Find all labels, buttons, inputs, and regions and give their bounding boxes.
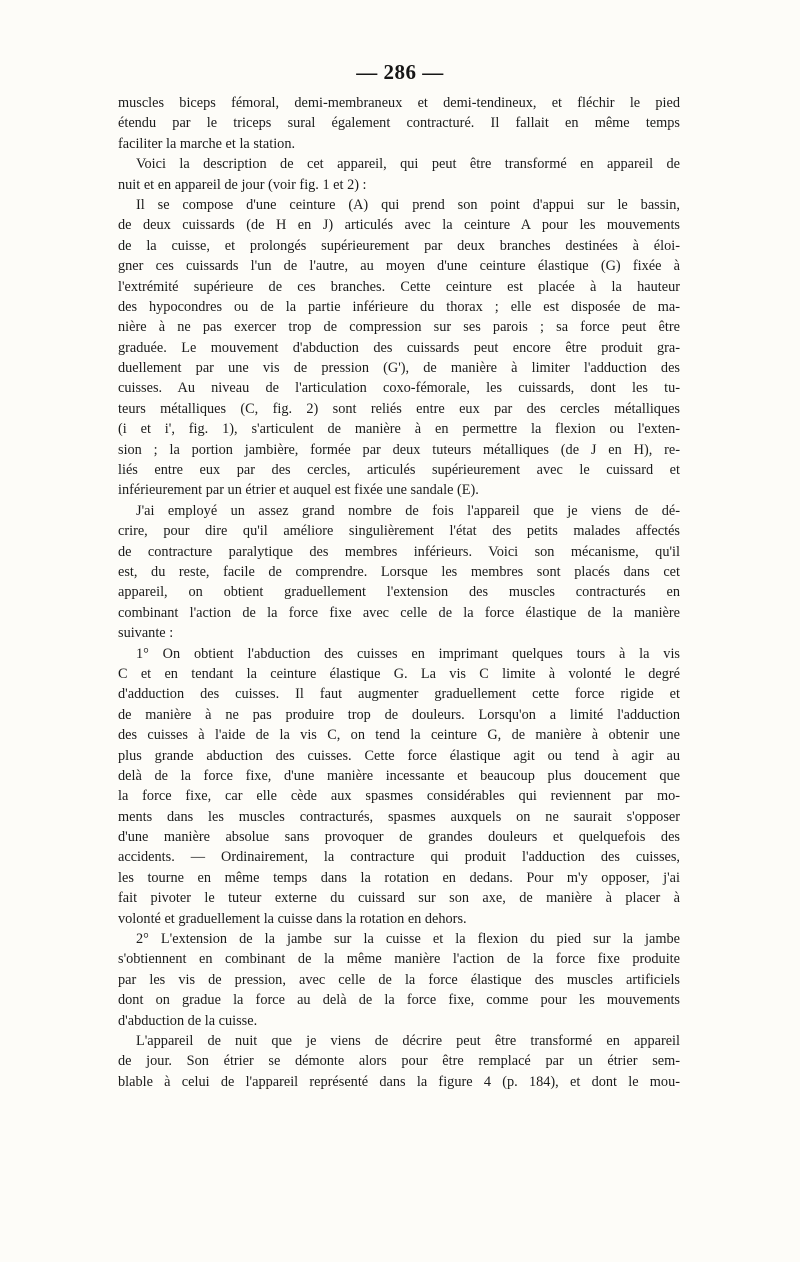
text-line: d'abduction de la cuisse. [118,1012,258,1029]
text-line: de manière à ne pas produire trop de douleurs. Lorsqu'on a limité l'adduction [118,706,680,723]
text-line: volonté et graduellement la cuisse dans la rotation en dehors. [118,910,467,927]
text-line: faciliter la marche et la station. [118,135,296,152]
text-line: de contracture paralytique des membres inférieurs. Voici son mécanisme, qu'il [118,543,680,560]
text-line: est, du reste, facile de comprendre. Lorsque les membres sont placés dans cet [118,563,680,580]
text-line: crire, pour dire qu'il améliore singulièrement l'état des petits malades affectés [118,523,680,540]
text-line: plus grande abduction des cuisses. Cette force élastique agit ou tend à agir au [118,747,680,764]
text-line: teurs métalliques (C, fig. 2) sont reliés entre eux par des cercles métalliques [118,400,680,417]
text-line: gner ces cuissards l'un de l'autre, au moyen d'une ceinture élastique (G) fixée à [118,258,680,275]
text-line: L'appareil de nuit que je viens de décrire peut être transformé en appareil [136,1032,680,1049]
page-number: — 286 — [356,60,444,84]
text-line: 1° On obtient l'abduction des cuisses en imprimant quelques tours à la vis [136,645,680,662]
text-line: des cuisses à l'aide de la vis C, on tend la ceinture G, de manière à obtenir une [118,727,680,744]
text-line: C et en tendant la ceinture élastique G. La vis C limite à volonté le degré [118,665,680,682]
text-line: suivante : [118,625,174,642]
text-line: graduée. Le mouvement d'abduction des cuissards peut encore être produit gra- [118,339,680,356]
text-line: de la cuisse, et prolongés supérieurement par deux branches destinées à éloi- [118,237,680,254]
text-line: par les vis de pression, avec celle de la force élastique des muscles artificiels [118,971,680,988]
text-line: appareil, on obtient graduellement l'extension des muscles contracturés en [118,584,680,601]
text-line: Il se compose d'une ceinture (A) qui prend son point d'appui sur le bassin, [136,196,680,213]
text-line: s'obtiennent en combinant de la même manière l'action de la force fixe produite [118,951,680,968]
body-text [118,93,680,1092]
text-line: 2° L'extension de la jambe sur la cuisse et la flexion du pied sur la jambe [136,931,680,948]
text-line: ments dans les muscles contracturés, spasmes auxquels on ne saurait s'opposer [118,808,680,825]
text-line: de deux cuissards (de H en J) articulés avec la ceinture A pour les mouvements [118,217,680,234]
text-line: duellement par une vis de pression (G'), de manière à limiter l'adduction des [118,360,680,377]
text-line: delà de la force fixe, d'une manière incessante et beaucoup plus doucement que [118,767,680,784]
text-line: sion ; la portion jambière, formée par deux tuteurs métalliques (de J en H), re- [118,441,680,458]
text-line: nuit et en appareil de jour (voir fig. 1 et 2) : [118,176,367,193]
text-line: dont on gradue la force au delà de la force fixe, comme pour les mouvements [118,992,680,1009]
text-line: de jour. Son étrier se démonte alors pour être remplacé par un étrier sem- [118,1053,680,1070]
text-line: nière à ne pas exercer trop de compression sur ses parois ; sa force peut être [118,319,680,336]
text-line: liés entre eux par des cercles, articulés supérieurement avec le cuissard et [118,462,680,479]
text-line: combinant l'action de la force fixe avec celle de la force élastique de la manière [118,604,680,621]
text-line: blable à celui de l'appareil représenté dans la figure 4 (p. 184), et dont le mou- [118,1073,680,1090]
text-line: cuisses. Au niveau de l'articulation coxo-fémorale, les cuissards, dont les tu- [118,380,680,397]
text-line: la force fixe, car elle cède aux spasmes considérables qui reviennent par mo- [118,788,680,805]
text-line: étendu par le triceps sural également contracturé. Il fallait en même temps [118,115,680,132]
text-line: Voici la description de cet appareil, qui peut être transformé en appareil de [136,156,680,173]
text-line: J'ai employé un assez grand nombre de fois l'appareil que je viens de dé- [136,502,680,519]
text-line: fait pivoter le tuteur externe du cuissard sur son axe, de manière à placer à [118,890,680,907]
text-line: des hypocondres ou de la partie inférieure du thorax ; elle est disposée de ma- [118,298,680,315]
text-line: accidents. — Ordinairement, la contracture qui produit l'adduction des cuisses, [118,849,680,866]
text-line: (i et i', fig. 1), s'articulent de manière à en permettre la flexion ou l'exten- [118,421,680,438]
text-line: les tourne en même temps dans la rotation en dedans. Pour m'y opposer, j'ai [118,869,680,886]
text-line: muscles biceps fémoral, demi-membraneux et demi-tendineux, et fléchir le pied [118,95,680,111]
text-line: inférieurement par un étrier et auquel est fixée une sandale (E). [118,482,479,499]
text-line: d'une manière absolue sans provoquer de grandes douleurs et quelquefois des [118,829,680,846]
text-line: l'extrémité supérieure de ces branches. Cette ceinture est placée à la hauteur [118,278,680,295]
text-line: d'adduction des cuisses. Il faut augmenter graduellement cette force rigide et [118,686,680,703]
